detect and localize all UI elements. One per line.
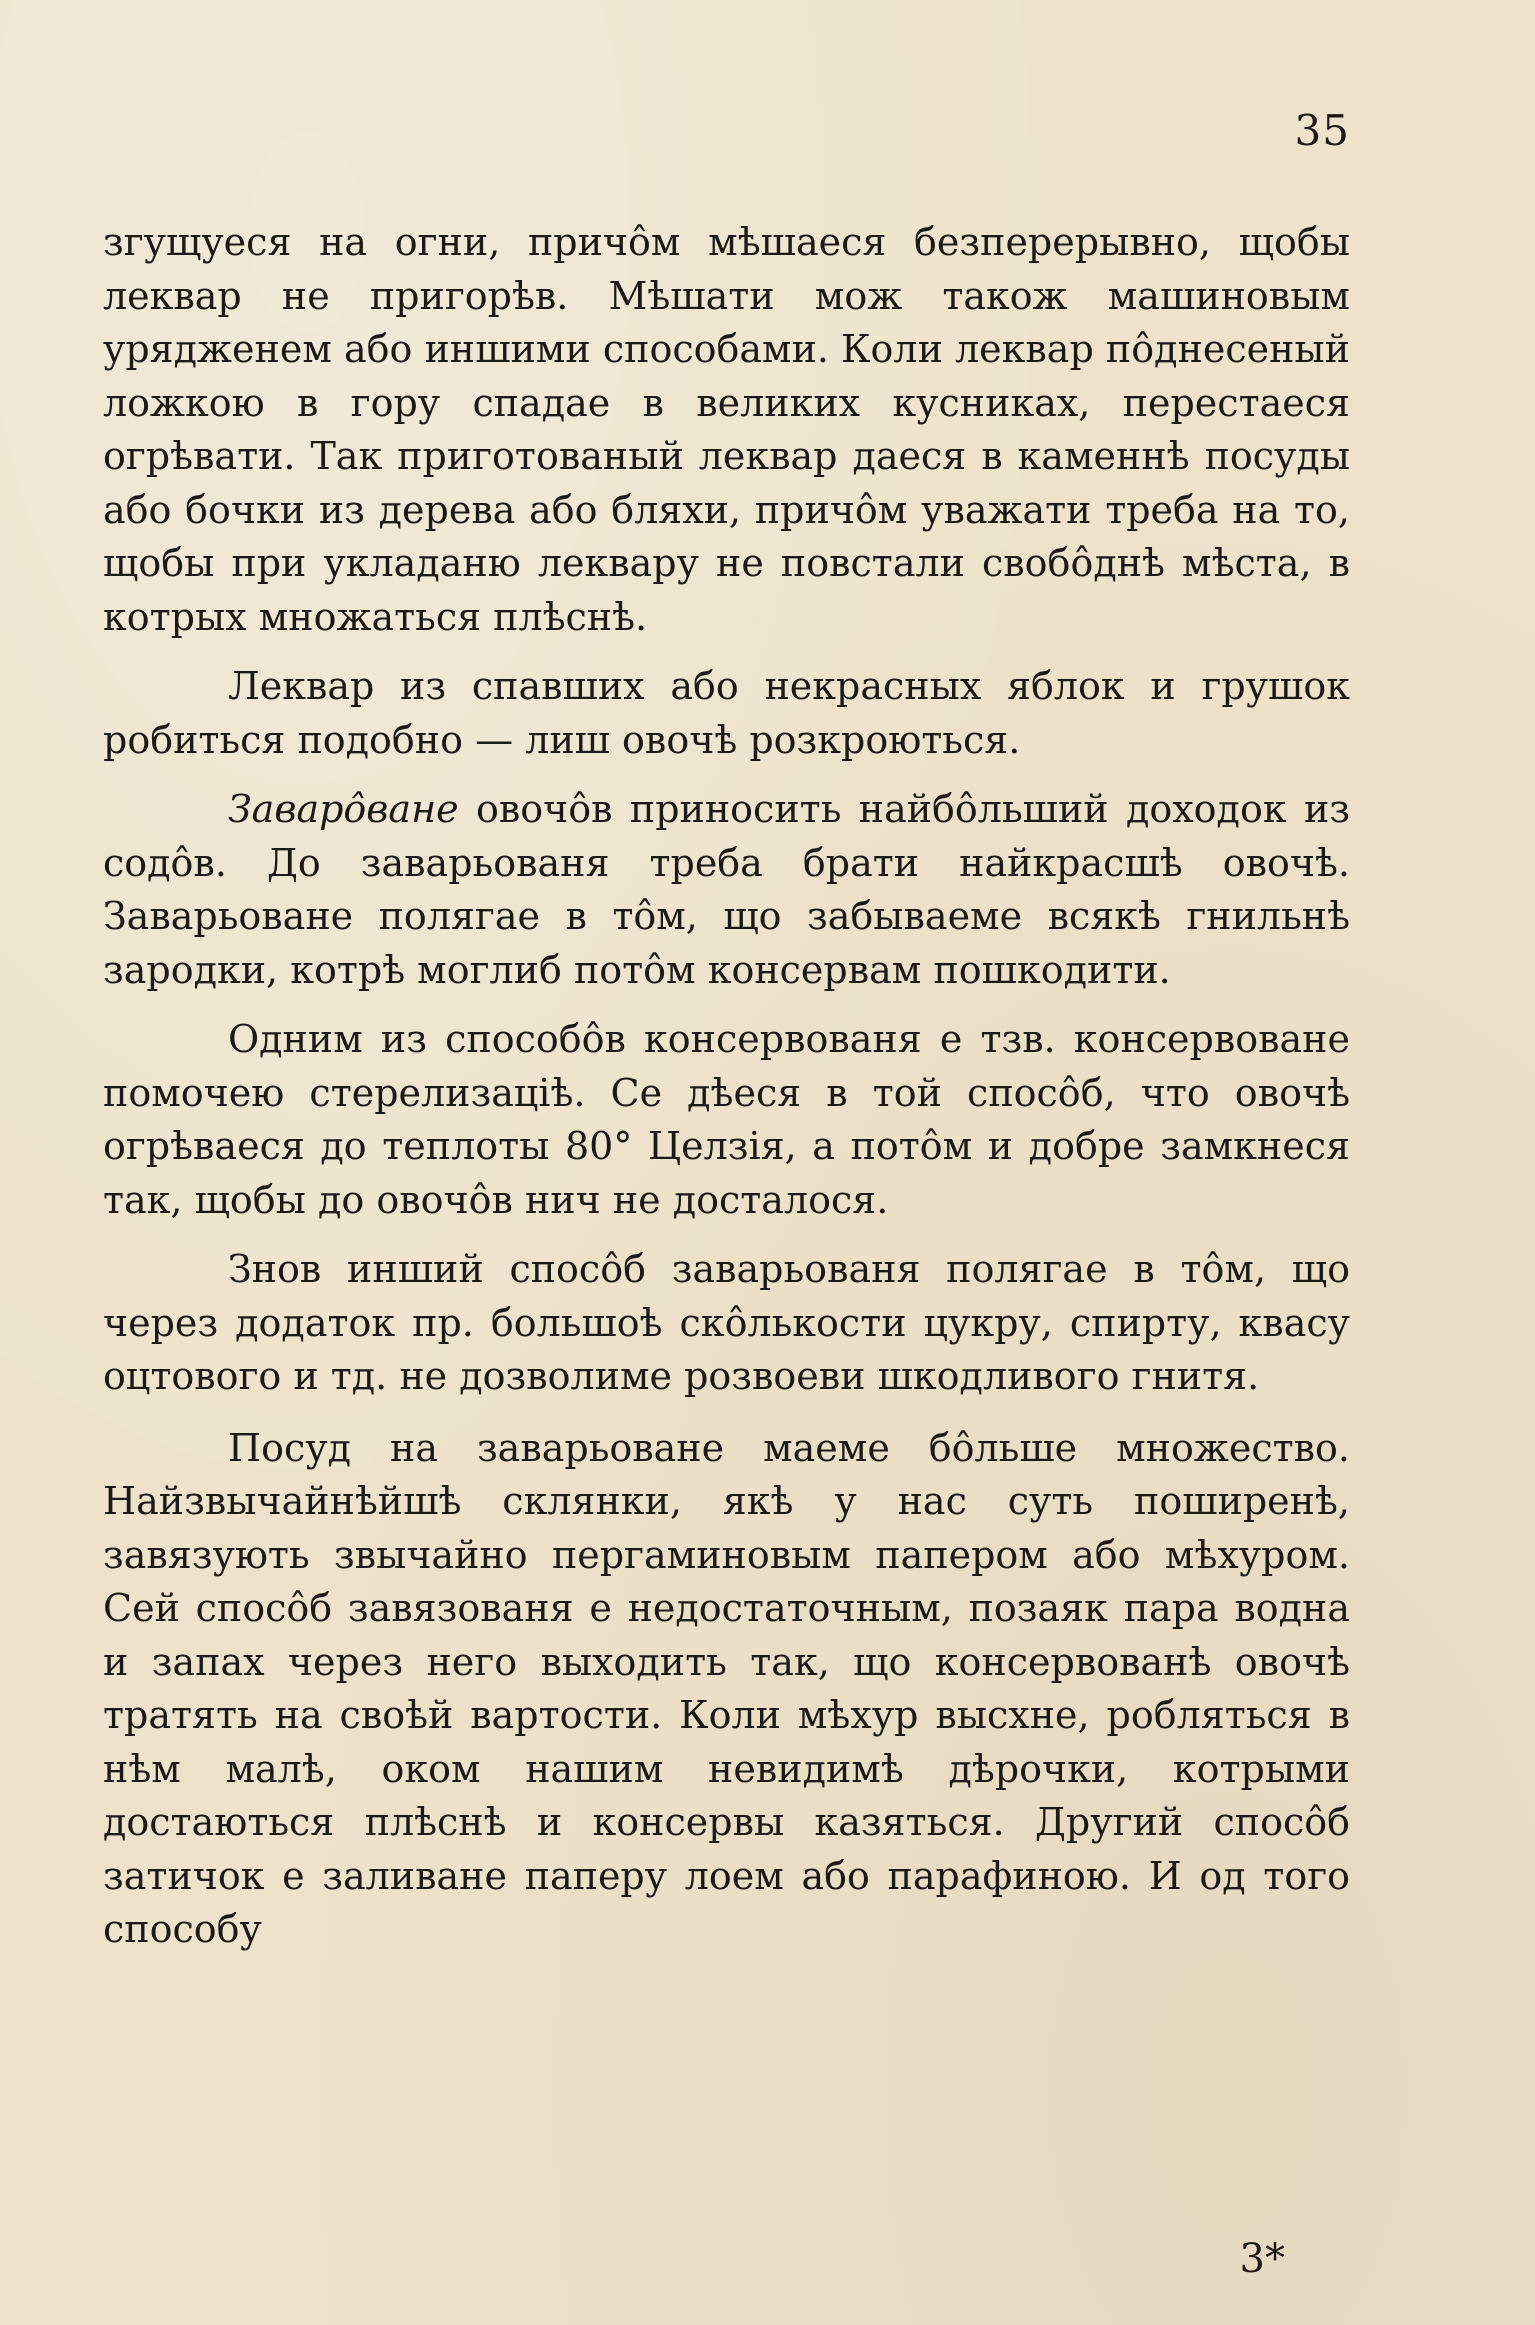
- paragraph-6: Посуд на заварьоване маеме бôльше множество. Найзвычайнѣйшѣ склянки, якѣ у нас суть поширенѣ, завязують звычайно пергаминовым папером або мѣхуром. Сей спосôб завязованя е недостаточным, позаяк пара водна и запах через него выходить так, що консервованѣ овочѣ тратять на своѣй вартости. Коли мѣхур высхне, робляться в нѣм малѣ, оком нашим невидимѣ дѣрочки, котрыми достаються плѣснѣ и консервы казяться. Другий спосôб затичок е заливане паперу лоем або парафиною. И од того способу: [103, 1425, 1350, 1951]
- body-text: [103, 216, 1350, 1973]
- page-number: 35: [1294, 106, 1350, 155]
- paragraph-5: Знов инший спосôб заварьованя полягае в тôм, що через додаток пр. большоѣ скôлькости цукру, спирту, квасу оцтового и тд. не дозволиме розвоеви шкодливого гнитя.: [103, 1247, 1350, 1398]
- paragraph-2: Леквар из спавших або некрасных яблок и грушок робиться подобно — лиш овочѣ розкроються.: [103, 664, 1350, 762]
- signature-mark: 3*: [1239, 2236, 1285, 2282]
- paragraph-3-text: овочôв приносить найбôльший доходок из содôв. До заварьованя треба брати найкрасшѣ овочѣ. Заварьоване полягае в тôм, що забываеме всякѣ гнильнѣ зародки, котрѣ моглиб потôм консервам пошкодити.: [103, 787, 1350, 992]
- paragraph-1: згущуеся на огни, причôм мѣшаеся безперерывно, щобы леквар не пригорѣв. Мѣшати мож також машиновым урядженем або иншими способами. Коли леквар пôднесеный ложкою в гору спадае в великих кусниках, перестаеся огрѣвати. Так приготованый леквар даеся в каменнѣ посуды або бочки из дерева або бляхи, причôм уважати треба на то, щобы при укладаню леквару не повстали свобôднѣ мѣста, в котрых множаться плѣснѣ.: [103, 220, 1350, 639]
- paragraph-4: Одним из способôв консервованя е тзв. консервоване помочею стерелизацiѣ. Се дѣеся в той спосôб, что овочѣ огрѣваеся до теплоты 80° Целзiя, а потôм и добре замкнеся так, щобы до овочôв нич не досталося.: [103, 1017, 1350, 1222]
- paragraph-3: [103, 783, 1350, 997]
- emphasized-term: Заварôване: [228, 787, 459, 831]
